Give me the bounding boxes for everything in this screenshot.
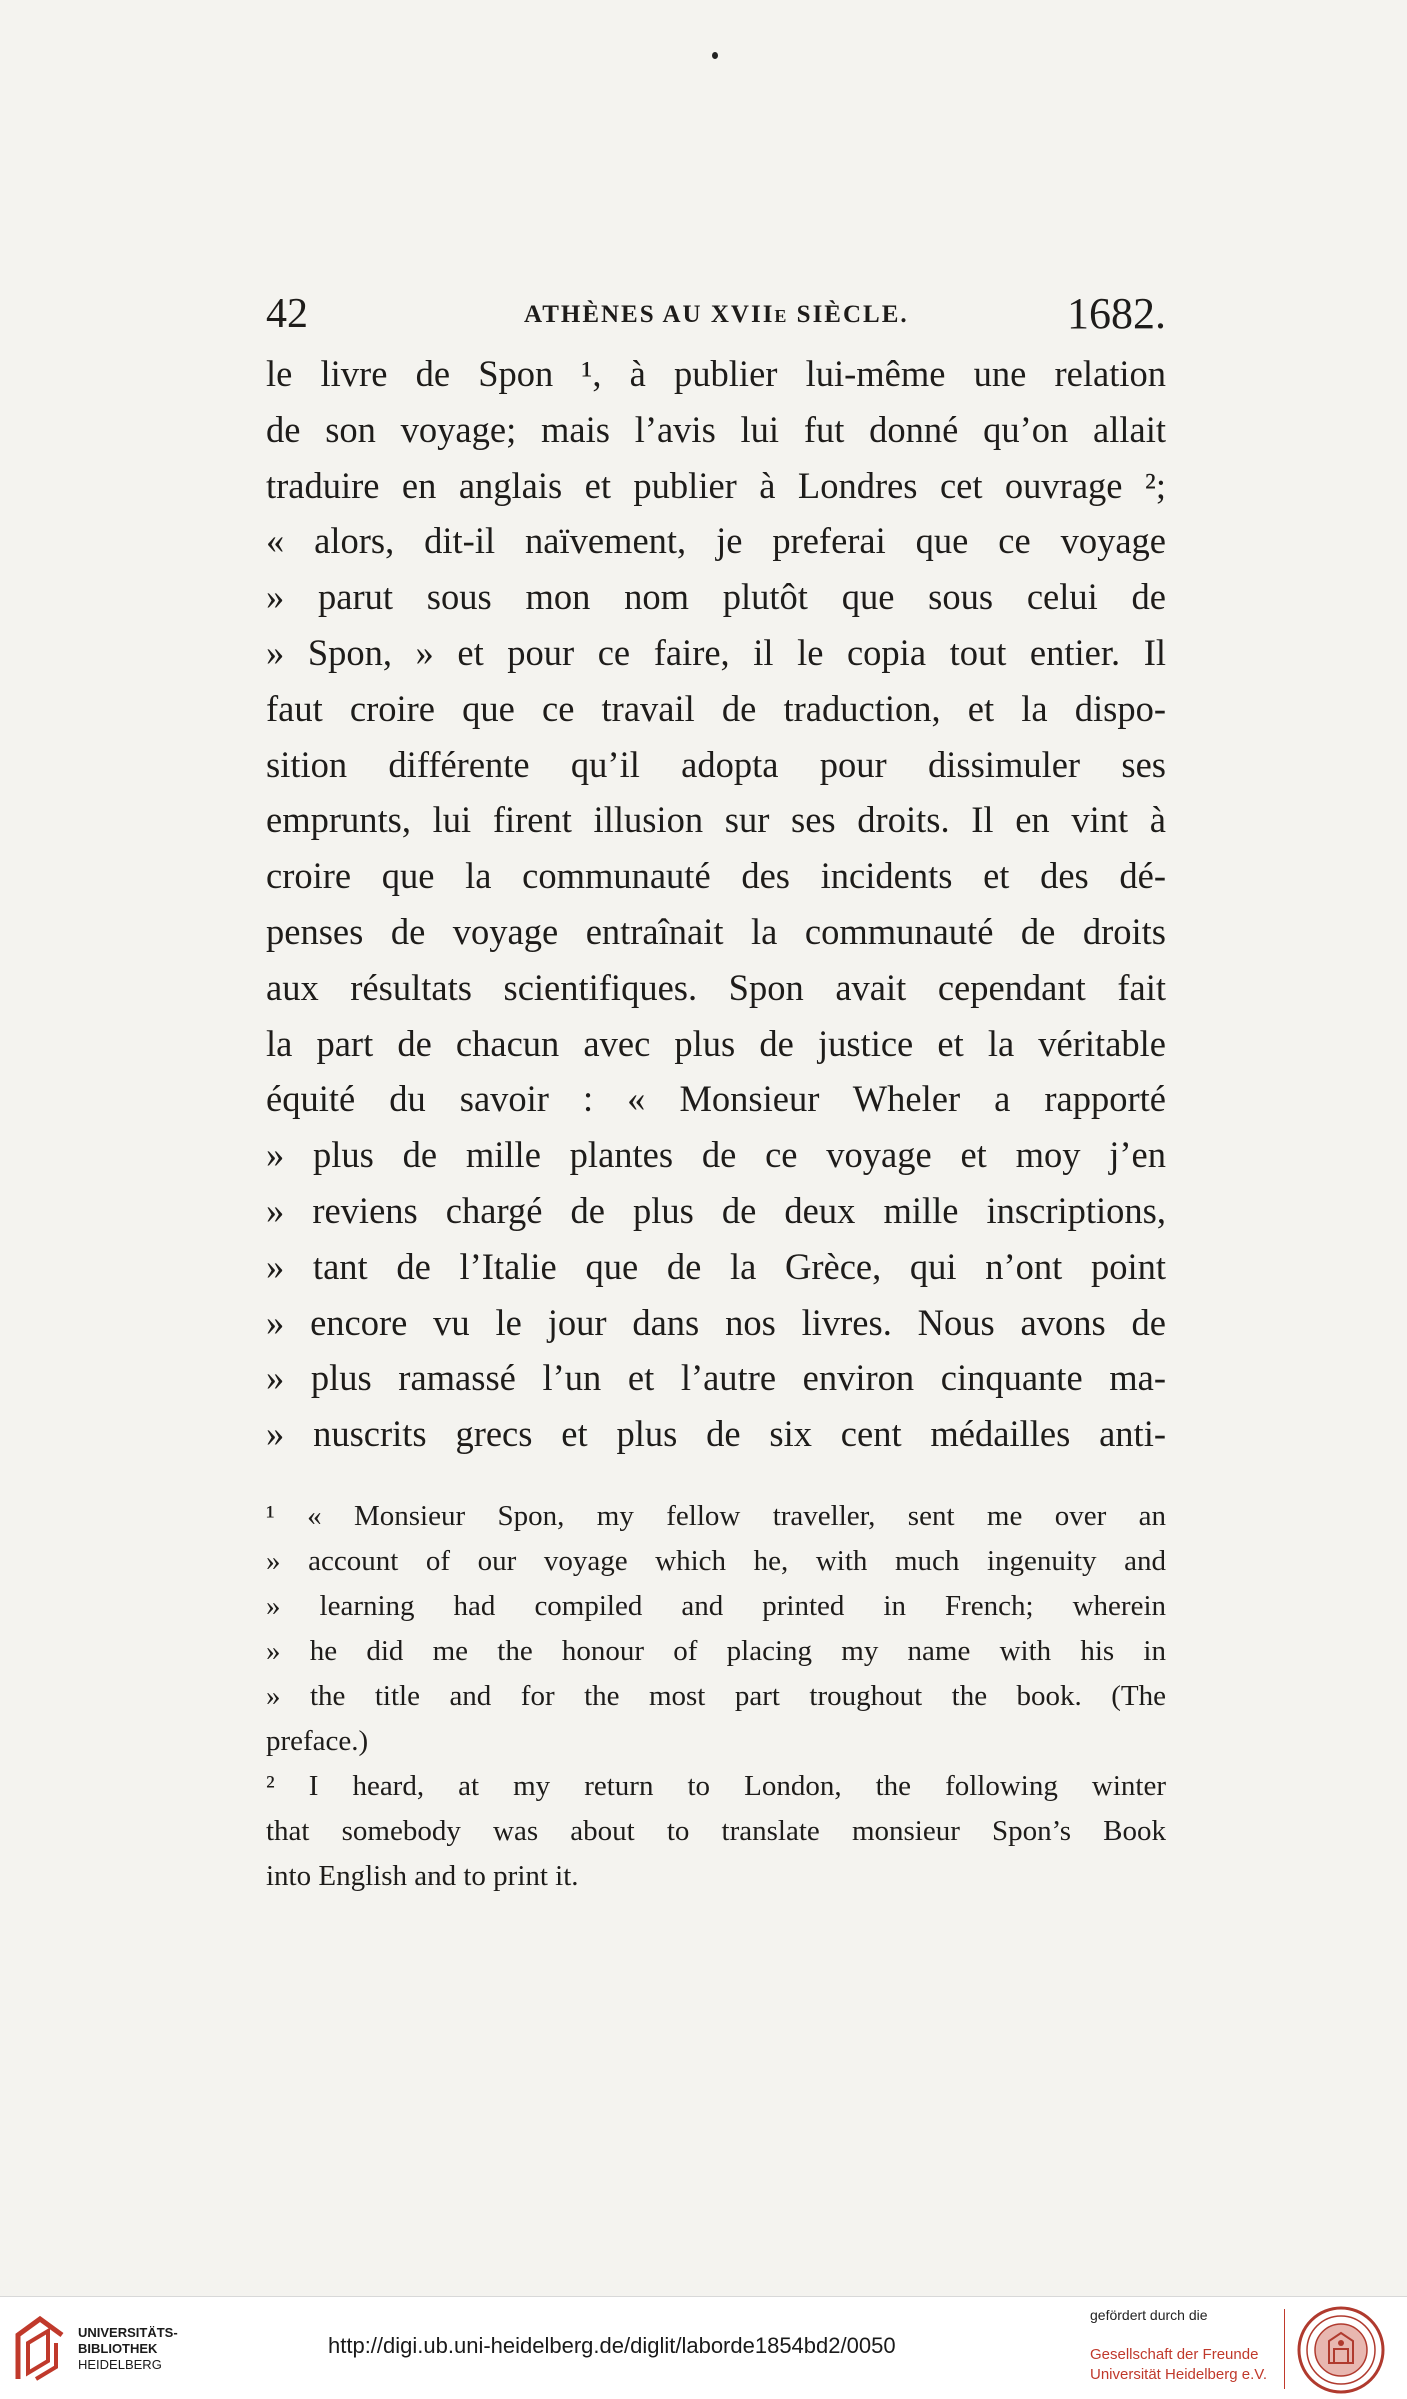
body-line: aux résultats scientifiques. Spon avait cependant fait <box>266 966 1166 1008</box>
running-year: 1682. <box>1067 289 1166 338</box>
body-line: croire que la communauté des incidents et des dé- <box>266 855 1166 897</box>
ink-speck <box>712 52 718 59</box>
body-line: penses de voyage entraînait la communauté de droits <box>266 910 1166 952</box>
body-line: sition différente qu’il adopta pour dissimuler ses <box>266 743 1166 785</box>
page-number: 42 <box>266 291 308 337</box>
footnote-line: » account of our voyage which he, with much ingenuity and <box>266 1545 1166 1577</box>
university-seal-icon <box>1296 2305 1386 2395</box>
body-line: » tant de l’Italie que de la Grèce, qui n’ont point <box>266 1245 1166 1287</box>
library-name <box>78 2325 178 2373</box>
body-line: » Spon, » et pour ce faire, il le copia tout entier. Il <box>266 631 1166 673</box>
body-line: » parut sous mon nom plutôt que sous celui de <box>266 576 1166 618</box>
body-line: la part de chacun avec plus de justice et la véritable <box>266 1022 1166 1064</box>
body-line: de son voyage; mais l’avis lui fut donné qu’on allait <box>266 408 1166 450</box>
sponsor-name <box>1090 2345 1267 2385</box>
body-line: » encore vu le jour dans nos livres. Nous avons de <box>266 1301 1166 1343</box>
footer-bar <box>0 2296 1407 2399</box>
body-text <box>266 346 1166 1462</box>
footnote-line: ² I heard, at my return to London, the following winter <box>266 1770 1166 1802</box>
body-line: le livre de Spon ¹, à publier lui-même une relation <box>266 353 1166 394</box>
body-line: » nuscrits grecs et plus de six cent médailles anti- <box>266 1413 1166 1455</box>
footnote-line: preface.) <box>266 1725 369 1757</box>
sponsor-name-line: Universität Heidelberg e.V. <box>1090 2366 1268 2383</box>
footnote-line: » learning had compiled and printed in French; wherein <box>266 1590 1166 1622</box>
running-head <box>266 284 1166 344</box>
library-name-line: BIBLIOTHEK <box>78 2341 158 2356</box>
footnote-line: into English and to print it. <box>266 1860 579 1892</box>
sponsor-divider <box>1284 2309 1285 2389</box>
footnotes <box>266 1494 1166 1899</box>
body-line: » plus ramassé l’un et l’autre environ cinquante ma- <box>266 1357 1166 1399</box>
footnote-line: that somebody was about to translate monsieur Spon’s Book <box>266 1815 1166 1847</box>
source-url[interactable]: http://digi.ub.uni-heidelberg.de/diglit/laborde1854bd2/0050 <box>328 2333 896 2358</box>
sponsor-name-line: Gesellschaft der Freunde <box>1090 2346 1259 2363</box>
body-line: » plus de mille plantes de ce voyage et moy j’en <box>266 1134 1166 1176</box>
body-line: faut croire que ce travail de traduction, et la dispo- <box>266 687 1166 729</box>
library-name-line: UNIVERSITÄTS- <box>78 2325 178 2340</box>
footnote-line: » the title and for the most part troughout the book. (The <box>266 1680 1166 1712</box>
running-title: ATHÈNES AU XVIIe SIÈCLE. <box>524 301 909 328</box>
library-name-line: HEIDELBERG <box>78 2357 162 2372</box>
footnote-line: ¹ « Monsieur Spon, my fellow traveller, sent me over an <box>266 1500 1166 1532</box>
body-line: » reviens chargé de plus de deux mille inscriptions, <box>266 1189 1166 1231</box>
footnote-line: » he did me the honour of placing my name with his in <box>266 1635 1166 1667</box>
body-line: traduire en anglais et publier à Londres cet ouvrage ²; <box>266 464 1166 506</box>
body-line: emprunts, lui firent illusion sur ses droits. Il en vint à <box>266 799 1166 841</box>
body-line: équité du savoir : « Monsieur Wheler a rapporté <box>266 1078 1166 1120</box>
library-logo-icon <box>14 2313 66 2383</box>
body-line: « alors, dit-il naïvement, je preferai que ce voyage <box>266 520 1166 562</box>
sponsor-caption: gefördert durch die <box>1090 2307 1208 2323</box>
